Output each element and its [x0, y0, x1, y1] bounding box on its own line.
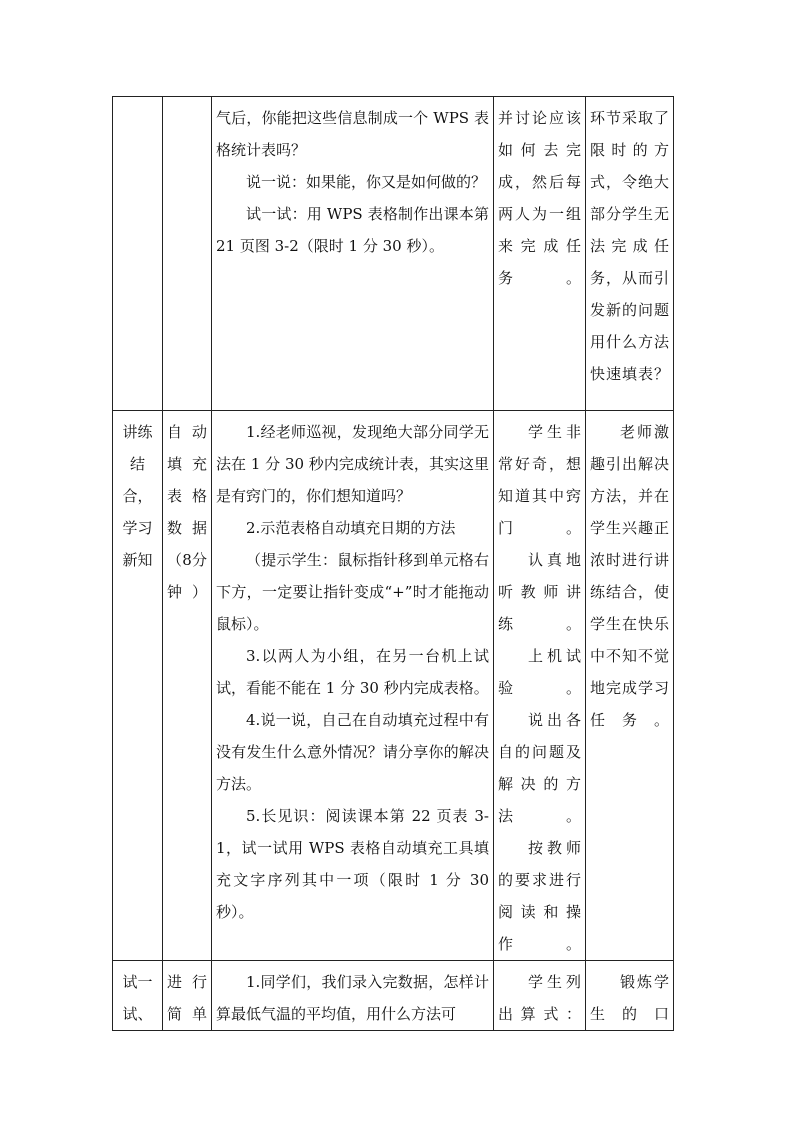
design-intent-cell [586, 97, 674, 411]
table-row [113, 961, 674, 1031]
student-activity-paragraph: 学生非常好奇，想知道其中窍门。 [498, 423, 581, 537]
teacher-activity-paragraph: 试一试：用 WPS 表格制作出课本第 21 页图 3-2（限时 1 分 30 秒）。 [216, 205, 489, 255]
student-activity-paragraph: 认真地听教师讲练。 [498, 551, 581, 633]
table-row [113, 97, 674, 411]
teacher-activity-paragraph: （提示学生：鼠标指针移到单元格右下方，一定要让指针变成“+”时才能拖动鼠标）。 [216, 551, 489, 633]
teacher-activity-paragraph: 3.以两人为小组，在另一台机上试试，看能不能在 1 分 30 秒内完成表格。 [216, 647, 489, 697]
lesson-plan-table [112, 96, 674, 1031]
teacher-activity-paragraph: 1.经老师巡视，发现绝大部分同学无法在 1 分 30 秒内完成统计表，其实这里是有窍门的，你们想知道吗？ [216, 423, 489, 505]
teacher-activity-cell [212, 961, 494, 1031]
student-activity-paragraph: 说出各自的问题及解决的方法。 [498, 711, 581, 825]
content-cell [163, 97, 212, 411]
teacher-activity-paragraph: 2.示范表格自动填充日期的方法 [246, 519, 456, 537]
student-activity-paragraph: 学生列出算式： [498, 973, 581, 1023]
student-activity-cell [494, 961, 586, 1031]
stage-cell [113, 97, 163, 411]
student-activity-cell [494, 97, 586, 411]
stage-cell: 试一试、 [113, 961, 163, 1031]
design-intent-cell [586, 411, 674, 961]
table-row [113, 411, 674, 961]
design-intent-paragraph: 环节采取了限时的方式，令绝大部分学生无法完成任务，从而引发新的问题用什么方法快速填表？ [590, 109, 669, 383]
teacher-activity-paragraph: 气后，你能把这些信息制成一个 WPS 表格统计表吗？ [216, 109, 489, 159]
content-cell: 自动填充表格数据（8分钟） [163, 411, 212, 961]
design-intent-paragraph: 老师激趣引出解决方法，并在学生兴趣正浓时进行讲练结合，使学生在快乐中不知不觉地完成学习任务。 [590, 423, 669, 729]
teacher-activity-cell [212, 97, 494, 411]
stage-cell: 讲练结合，学习新知 [113, 411, 163, 961]
teacher-activity-paragraph: 5.长见识：阅读课本第 22 页表 3-1，试一试用 WPS 表格自动填充工具填充文字序列其中一项（限时 1 分 30 秒）。 [216, 807, 489, 921]
teacher-activity-paragraph: 1.同学们，我们录入完数据，怎样计算最低气温的平均值，用什么方法可 [216, 973, 489, 1023]
student-activity-paragraph: 并讨论应该如何去完成，然后每两人为一组来完成任务。 [498, 109, 581, 287]
teacher-activity-paragraph: 4.说一说，自己在自动填充过程中有没有发生什么意外情况？请分享你的解决方法。 [216, 711, 489, 793]
student-activity-paragraph: 按教师的要求进行阅读和操作。 [498, 839, 581, 953]
design-intent-paragraph: 锻炼学生的口 [590, 973, 669, 1023]
teacher-activity-paragraph: 说一说：如果能，你又是如何做的？ [246, 173, 487, 191]
design-intent-cell [586, 961, 674, 1031]
teacher-activity-cell [212, 411, 494, 961]
content-cell: 进行简单 [163, 961, 212, 1031]
student-activity-paragraph: 上机试验。 [498, 647, 581, 697]
student-activity-cell [494, 411, 586, 961]
